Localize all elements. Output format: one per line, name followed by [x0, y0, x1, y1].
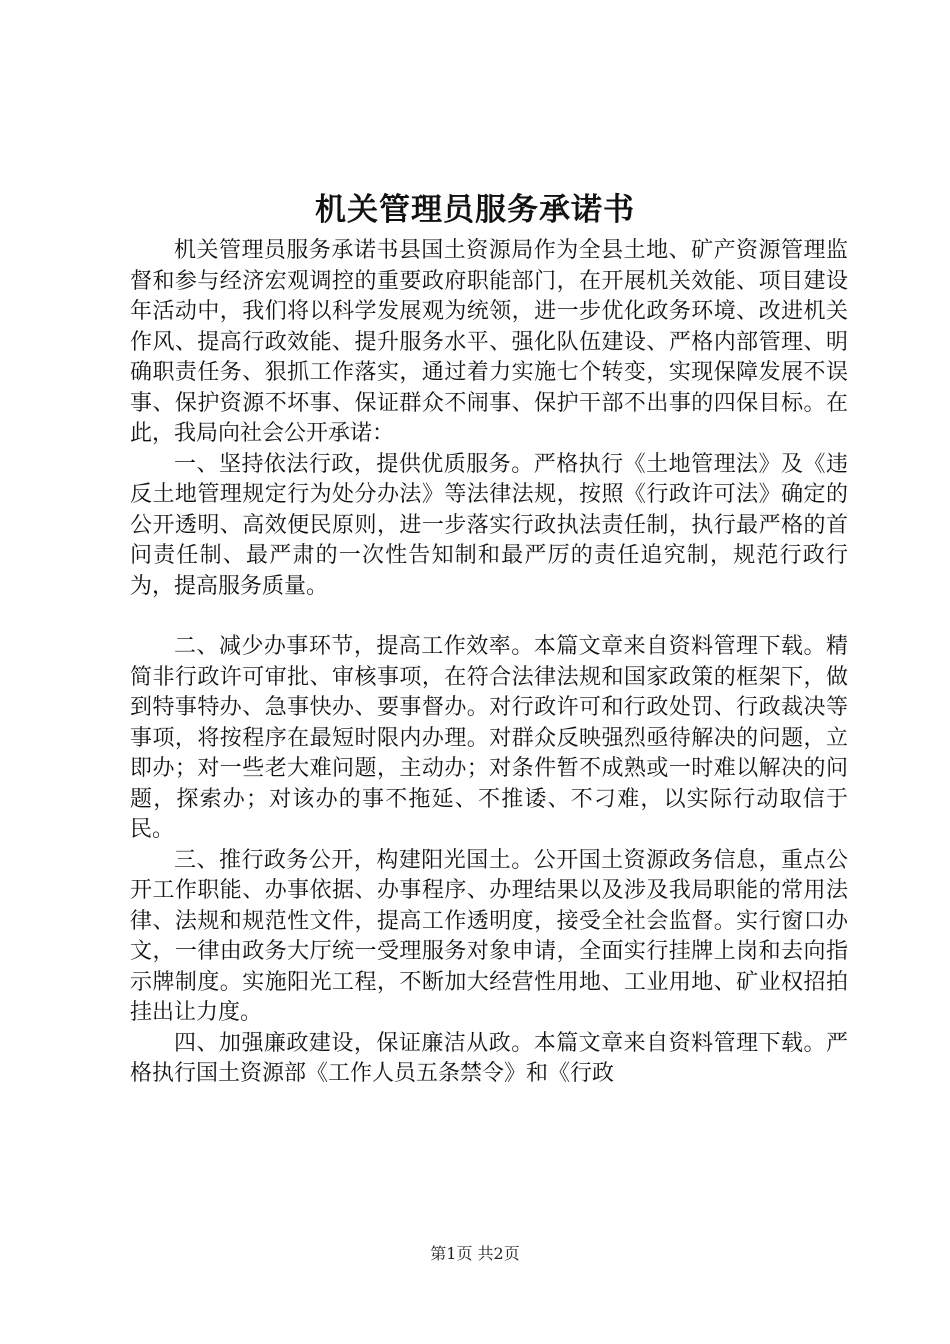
document-body [130, 236, 848, 1090]
paragraph-item-2: 二、减少办事环节，提高工作效率。本篇文章来自资料管理下载。精简非行政许可审批、审核事项，在符合法律法规和国家政策的框架下，做到特事特办、急事快办、要事督办。对行政许可和行政处罚、行政裁决等事项，将按程序在最短时限内办理。对群众反映强烈亟待解决的问题，立即办；对一些老大难问题，主动办；对条件暂不成熟或一时难以解决的问题，探索办；对该办的事不拖延、不推诿、不刁难，以实际行动取信于民。 [130, 634, 848, 842]
paragraph-intro: 机关管理员服务承诺书县国土资源局作为全县土地、矿产资源管理监督和参与经济宏观调控的重要政府职能部门，在开展机关效能、项目建设年活动中，我们将以科学发展观为统领，进一步优化政务环境、改进机关作风、提高行政效能、提升服务水平、强化队伍建设、严格内部管理、明确职责任务、狠抓工作落实，通过着力实施七个转变，实现保障发展不误事、保护资源不坏事、保证群众不闹事、保护干部不出事的四保目标。在此，我局向社会公开承诺： [130, 238, 848, 446]
paragraph-item-1: 一、坚持依法行政，提供优质服务。严格执行《土地管理法》及《违反土地管理规定行为处分办法》等法律法规，按照《行政许可法》确定的公开透明、高效便民原则，进一步落实行政执法责任制，执行最严格的首问责任制、最严肃的一次性告知制和最严厉的责任追究制，规范行政行为，提高服务质量。 [130, 451, 848, 599]
paragraph-item-4: 四、加强廉政建设，保证廉洁从政。本篇文章来自资料管理下载。严格执行国土资源部《工作人员五条禁令》和《行政 [130, 1030, 848, 1086]
document-title: 机关管理员服务承诺书 [315, 192, 635, 228]
paragraph-item-3: 三、推行政务公开，构建阳光国土。公开国土资源政务信息，重点公开工作职能、办事依据、办事程序、办理结果以及涉及我局职能的常用法律、法规和规范性文件，提高工作透明度，接受全社会监督。实行窗口办文，一律由政务大厅统一受理服务对象申请，全面实行挂牌上岗和去向指示牌制度。实施阳光工程，不断加大经营性用地、工业用地、矿业权招拍挂出让力度。 [130, 847, 848, 1025]
page-number-footer: 第1页 共2页 [430, 1244, 520, 1263]
